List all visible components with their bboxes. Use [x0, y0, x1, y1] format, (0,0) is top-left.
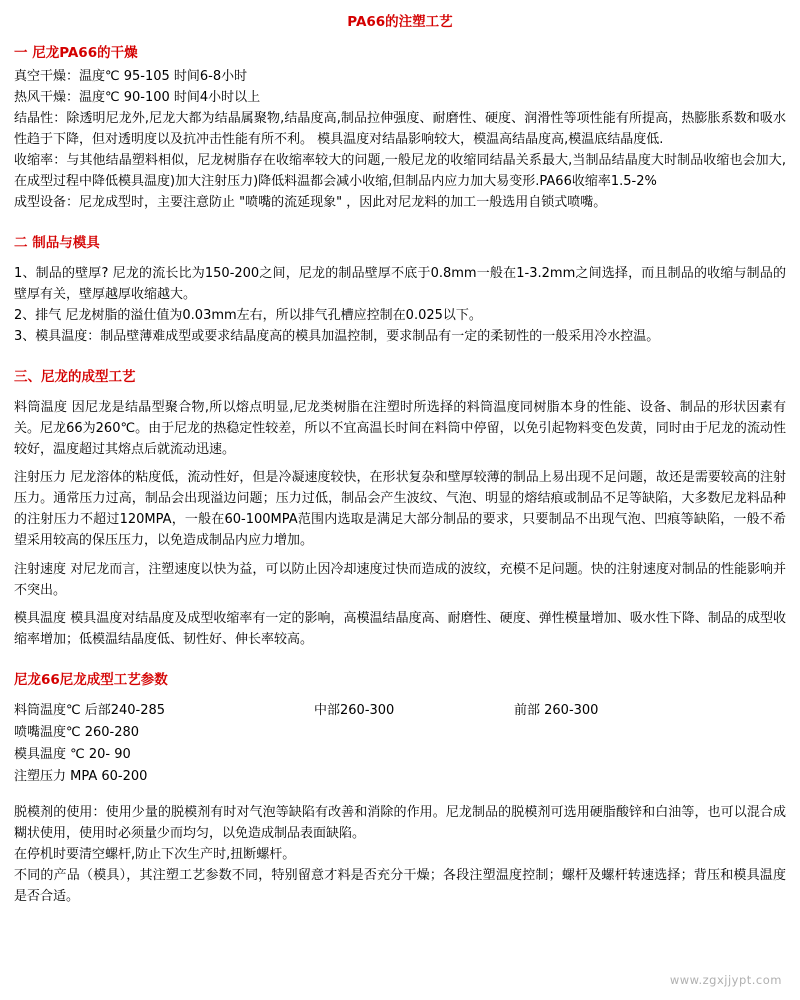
paragraph: 结晶性：除透明尼龙外,尼龙大都为结晶属聚物,结晶度高,制品拉伸强度、耐磨性、硬度、润滑性等项性能有所提高，热膨胀系数和吸水性趋于下降，但对透明度以及抗冲击性能有所不利。 模具温度对结晶影响较大，模温高结晶度高,模温底结晶度低. [14, 110, 786, 147]
parameter-cell: 中部260-300 [314, 702, 395, 718]
section-products-molds [14, 233, 786, 347]
section-parameters [14, 670, 786, 788]
parameter-row [14, 722, 786, 744]
section-molding-process [14, 367, 786, 649]
spacer [14, 213, 786, 233]
parameter-cell: 前部 260-300 [514, 702, 599, 718]
section-heading: 三、尼龙的成型工艺 [14, 369, 136, 386]
spacer [14, 601, 786, 608]
parameter-cell: 喷嘴温度℃ 260-280 [14, 724, 140, 740]
section-drying [14, 43, 786, 213]
paragraph: 2、排气 尼龙树脂的溢仕值为0.03mm左右，所以排气孔槽应控制在0.025以下。 [14, 308, 482, 324]
paragraph: 热风干燥：温度℃ 90-100 时间4小时以上 [14, 89, 261, 105]
paragraph: 3、模具温度：制品壁薄难成型或要求结晶度高的模具加温控制，要求制品有一定的柔韧性的一般采用冷水控温。 [14, 329, 660, 345]
paragraph: 成型设备：尼龙成型时，主要注意防止 "喷嘴的流延现象" ，因此对尼龙料的加工一般选用自锁式喷嘴。 [14, 195, 607, 211]
spacer [14, 650, 786, 670]
page-title: PA66的注塑工艺 [347, 14, 453, 30]
parameter-row [14, 766, 786, 788]
watermark: www.zgxjjypt.com [669, 973, 782, 988]
spacer [14, 693, 786, 700]
note-paragraph: 不同的产品（模具），其注塑工艺参数不同，特别留意才料是否充分干燥；各段注塑温度控制；螺杆及螺杆转速选择；背压和模具温度是否合适。 [14, 868, 786, 905]
section-heading: 二 制品与模具 [14, 235, 100, 252]
spacer [14, 460, 786, 467]
paragraph: 料筒温度 因尼龙是结晶型聚合物,所以熔点明显,尼龙类树脂在注塑时所选择的料筒温度同树脂本身的性能、设备、制品的形状因素有关。尼龙66为260℃。由于尼龙的热稳定性较差，所以不宜高温长时间在料筒中停留，以免引起物料变色发黄，同时由于尼龙的流动性较好，温度超过其熔点后就流动迅速。 [14, 400, 786, 458]
parameters-heading: 尼龙66尼龙成型工艺参数 [14, 671, 168, 688]
spacer [14, 256, 786, 263]
parameter-cell: 模具温度 ℃ 20- 90 [14, 746, 131, 762]
spacer [14, 390, 786, 397]
note-paragraph: 在停机时要清空螺杆,防止下次生产时,扭断螺杆。 [14, 847, 296, 863]
parameter-row [14, 744, 786, 766]
paragraph: 注射速度 对尼龙而言，注塑速度以快为益，可以防止因冷却速度过快而造成的波纹，充模不足问题。快的注射速度对制品的性能影响并不突出。 [14, 561, 786, 598]
parameter-row [14, 700, 786, 722]
section-heading: 一 尼龙PA66的干燥 [14, 44, 138, 61]
parameter-cell: 料筒温度℃ 后部240-285 [14, 702, 166, 718]
paragraph: 收缩率：与其他结晶塑料相似，尼龙树脂存在收缩率较大的问题,一般尼龙的收缩同结晶关系最大,当制品结晶度大时制品收缩也会加大,在成型过程中降低模具温度)加大注射压力)降低料温都会减小收缩,但制品内应力加大易变形.PA66收缩率1.5-2% [14, 153, 786, 190]
spacer [14, 552, 786, 559]
paragraph: 注射压力 尼龙溶体的粘度低，流动性好，但是冷凝速度较快，在形状复杂和壁厚较薄的制品上易出现不足问题，故还是需要较高的注射压力。通常压力过高，制品会出现溢边问题；压力过低，制品会产生波纹、气泡、明显的熔结痕或制品不足等缺陷，大多数尼龙料品种的注射压力不超过120MPA，一般在60-100MPA范围内选取是满足大部分制品的要求，只要制品不出现气泡、凹痕等缺陷，一般不希望采用较高的保压压力，以免造成制品内应力增加。 [14, 470, 786, 549]
paragraph: 真空干燥：温度℃ 95-105 时间6-8小时 [14, 68, 248, 84]
spacer [14, 788, 786, 802]
section-notes [14, 802, 786, 907]
paragraph: 1、制品的壁厚? 尼龙的流长比为150-200之间，尼龙的制品壁厚不底于0.8mm一般在1-3.2mm之间选择，而且制品的收缩与制品的壁厚有关，壁厚越厚收缩越大。 [14, 266, 786, 303]
parameter-cell: 注塑压力 MPA 60-200 [14, 768, 148, 784]
paragraph: 模具温度 模具温度对结晶度及成型收缩率有一定的影响，高模温结晶度高、耐磨性、硬度、弹性模量增加、吸水性下降、制品的成型收缩率增加；低模温结晶度低、韧性好、伸长率较高。 [14, 610, 786, 647]
spacer [14, 347, 786, 367]
note-paragraph: 脱模剂的使用：使用少量的脱模剂有时对气泡等缺陷有改善和消除的作用。尼龙制品的脱模剂可选用硬脂酸锌和白油等，也可以混合成糊状使用，使用时必须量少而均匀，以免造成制品表面缺陷。 [14, 805, 786, 842]
